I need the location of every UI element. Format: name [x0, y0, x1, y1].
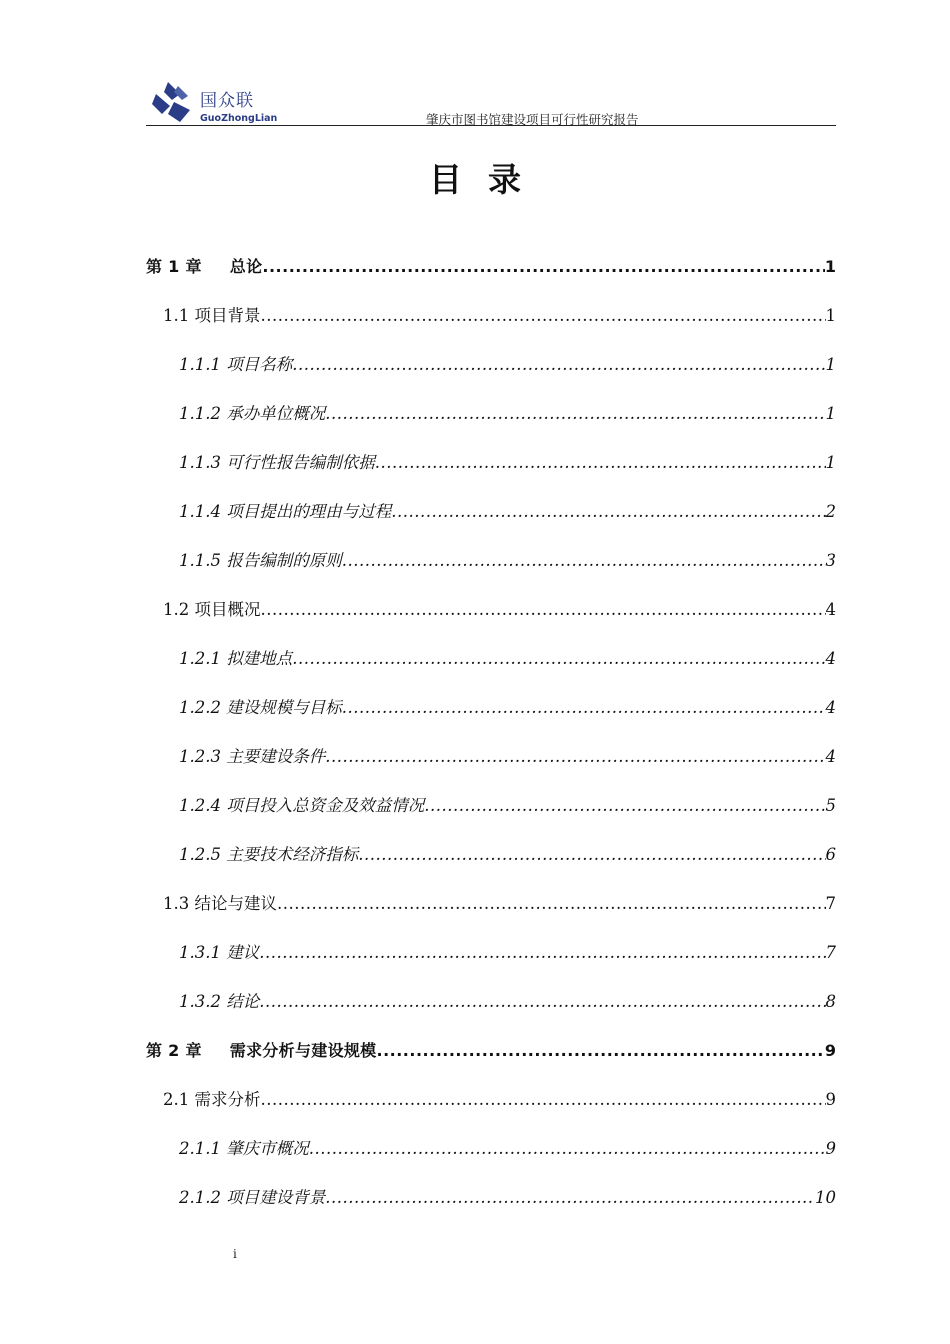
toc-entry-title: 总论: [229, 257, 263, 276]
toc-entry-page: 1: [825, 306, 836, 325]
toc-entry-page: 4: [825, 698, 836, 717]
document-header-title: 肇庆市图书馆建设项目可行性研究报告: [426, 112, 639, 127]
toc-entry[interactable]: [163, 1085, 836, 1115]
toc-entry-number: 2.1: [163, 1090, 190, 1109]
toc-entry-number: 2.1.1: [179, 1139, 221, 1158]
toc-entry-number: 1.1.5: [179, 551, 221, 570]
toc-entry[interactable]: [163, 889, 836, 919]
toc-dot-leader: [277, 889, 826, 919]
toc-entry-label: [163, 1085, 261, 1115]
toc-entry-title: 报告编制的原则: [226, 551, 342, 570]
page-number: i: [233, 1247, 237, 1261]
toc-entry-number: 1.2: [163, 600, 190, 619]
toc-entry-number: 1.2.4: [179, 796, 221, 815]
toc-entry-label: [179, 742, 325, 772]
logo-chinese-text: 国众联: [200, 91, 254, 111]
toc-entry[interactable]: [179, 693, 836, 723]
toc-entry-title: 可行性报告编制依据: [226, 453, 375, 472]
toc-entry[interactable]: [179, 399, 836, 429]
toc-dot-leader: [424, 791, 825, 821]
toc-entry-page: 8: [825, 992, 836, 1011]
toc-dot-leader: [292, 350, 825, 380]
toc-dot-leader: [261, 1085, 826, 1115]
toc-entry-number: 1.2.3: [179, 747, 221, 766]
toc-entry-number: 1.3.2: [179, 992, 221, 1011]
toc-entry[interactable]: [179, 987, 836, 1017]
toc-entry[interactable]: [163, 595, 836, 625]
toc-entry-title: 项目名称: [226, 355, 293, 374]
header-divider: [146, 125, 836, 126]
toc-entry-title: 建设规模与目标: [226, 698, 342, 717]
toc-dot-leader: [262, 252, 824, 282]
toc-dot-leader: [309, 1134, 826, 1164]
toc-dot-leader: [376, 1036, 824, 1066]
toc-entry-label: [179, 1183, 325, 1213]
toc-dot-leader: [261, 301, 826, 331]
toc-entry-number: 1.1.2: [179, 404, 221, 423]
toc-entry-page: 9: [824, 1041, 836, 1060]
toc-entry-label: [179, 644, 292, 674]
toc-entry-page: 3: [825, 551, 836, 570]
toc-entry[interactable]: [179, 1183, 836, 1213]
toc-entry-title: 结论与建议: [194, 894, 277, 913]
toc-entry-page: 9: [825, 1139, 836, 1158]
toc-dot-leader: [292, 644, 825, 674]
toc-entry-number: 1.1.3: [179, 453, 221, 472]
toc-entry-title: 项目概况: [194, 600, 261, 619]
toc-entry-title: 项目建设背景: [226, 1188, 326, 1207]
toc-entry-number: 1.2.5: [179, 845, 221, 864]
toc-entry-label: [179, 399, 325, 429]
toc-entry[interactable]: [146, 1036, 836, 1066]
toc-entry-page: 4: [825, 649, 836, 668]
toc-entry-page: 9: [825, 1090, 836, 1109]
toc-entry-title: 需求分析: [194, 1090, 261, 1109]
toc-entry-number: 2.1.2: [179, 1188, 221, 1207]
toc-dot-leader: [259, 987, 825, 1017]
toc-entry-label: [179, 497, 391, 527]
toc-entry-page: 1: [825, 355, 836, 374]
toc-entry-page: 1: [825, 453, 836, 472]
toc-entry-title: 项目投入总资金及效益情况: [226, 796, 425, 815]
toc-dot-leader: [325, 1183, 815, 1213]
toc-entry-label: [179, 350, 292, 380]
toc-entry-label: [163, 301, 261, 331]
toc-entry-number: 1.2.2: [179, 698, 221, 717]
toc-entry[interactable]: [179, 742, 836, 772]
toc-entry-label: [179, 546, 342, 576]
toc-entry-label: [179, 791, 424, 821]
toc-entry-title: 项目提出的理由与过程: [226, 502, 392, 521]
toc-entry[interactable]: [179, 791, 836, 821]
toc-dot-leader: [342, 693, 826, 723]
toc-entry-title: 结论: [226, 992, 260, 1011]
toc-title: 目录: [429, 160, 547, 199]
toc-entry-title: 主要建设条件: [226, 747, 326, 766]
logo-english-text: GuoZhongLian: [200, 113, 278, 124]
logo-mark-icon: [150, 80, 194, 124]
toc-entry-label: [179, 448, 375, 478]
toc-dot-leader: [325, 399, 825, 429]
toc-entry-number: 1.3.1: [179, 943, 221, 962]
toc-entry-label: [146, 252, 262, 282]
toc-entry-number: 1.1.4: [179, 502, 221, 521]
toc-entry-page: 4: [825, 747, 836, 766]
toc-entry-page: 6: [825, 845, 836, 864]
toc-entry-title: 拟建地点: [226, 649, 293, 668]
toc-entry[interactable]: [179, 448, 836, 478]
toc-entry-label: [179, 938, 259, 968]
toc-entry[interactable]: [179, 497, 836, 527]
toc-entry[interactable]: [179, 840, 836, 870]
toc-entry-number: 1.3: [163, 894, 190, 913]
toc-dot-leader: [375, 448, 826, 478]
toc-entry[interactable]: [179, 938, 836, 968]
toc-entry[interactable]: [163, 301, 836, 331]
toc-entry-title: 承办单位概况: [226, 404, 326, 423]
toc-entry-page: 1: [825, 404, 836, 423]
toc-entry[interactable]: [179, 350, 836, 380]
toc-entry-label: [179, 840, 358, 870]
toc-dot-leader: [358, 840, 825, 870]
toc-entry[interactable]: [179, 1134, 836, 1164]
toc-entry-number: 1.2.1: [179, 649, 221, 668]
toc-dot-leader: [325, 742, 825, 772]
toc-entry-title: 需求分析与建设规模: [229, 1041, 377, 1060]
toc-entry-label: [163, 595, 261, 625]
toc-dot-leader: [259, 938, 825, 968]
toc-entry-number: 1.1.1: [179, 355, 221, 374]
toc-entry-number: 第 1 章: [146, 257, 202, 276]
toc-entry-page: 2: [825, 502, 836, 521]
toc-entry-title: 主要技术经济指标: [226, 845, 359, 864]
toc-entry-label: [179, 693, 342, 723]
toc-entry-page: 7: [825, 943, 836, 962]
toc-entry-page: 4: [825, 600, 836, 619]
toc-entry-label: [179, 987, 259, 1017]
toc-entry-label: [179, 1134, 309, 1164]
toc-entry-page: 10: [815, 1188, 836, 1207]
toc-entry-label: [146, 1036, 376, 1066]
toc-entry-title: 建议: [226, 943, 260, 962]
toc-entry-page: 7: [825, 894, 836, 913]
toc-entry[interactable]: [179, 644, 836, 674]
toc-entry-number: 1.1: [163, 306, 190, 325]
toc-entry-title: 项目背景: [194, 306, 261, 325]
toc-entry-number: 第 2 章: [146, 1041, 202, 1060]
toc-entry[interactable]: [146, 252, 836, 282]
toc-dot-leader: [342, 546, 826, 576]
toc-entry-label: [163, 889, 277, 919]
page-header: [146, 78, 836, 128]
toc-dot-leader: [391, 497, 825, 527]
toc-entry[interactable]: [179, 546, 836, 576]
toc-entry-title: 肇庆市概况: [226, 1139, 309, 1158]
toc-entry-page: 5: [825, 796, 836, 815]
toc-entry-page: 1: [824, 257, 836, 276]
toc-dot-leader: [261, 595, 826, 625]
company-logo: [150, 80, 280, 126]
